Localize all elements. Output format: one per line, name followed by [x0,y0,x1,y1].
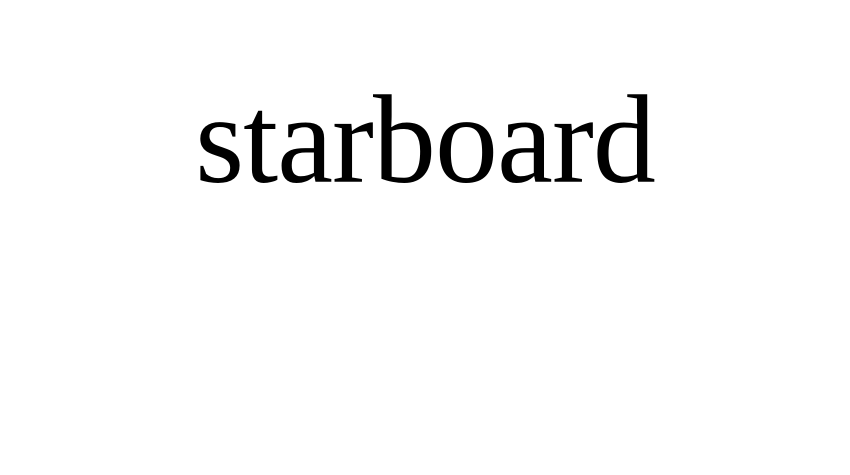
main-word: starboard [195,71,655,210]
